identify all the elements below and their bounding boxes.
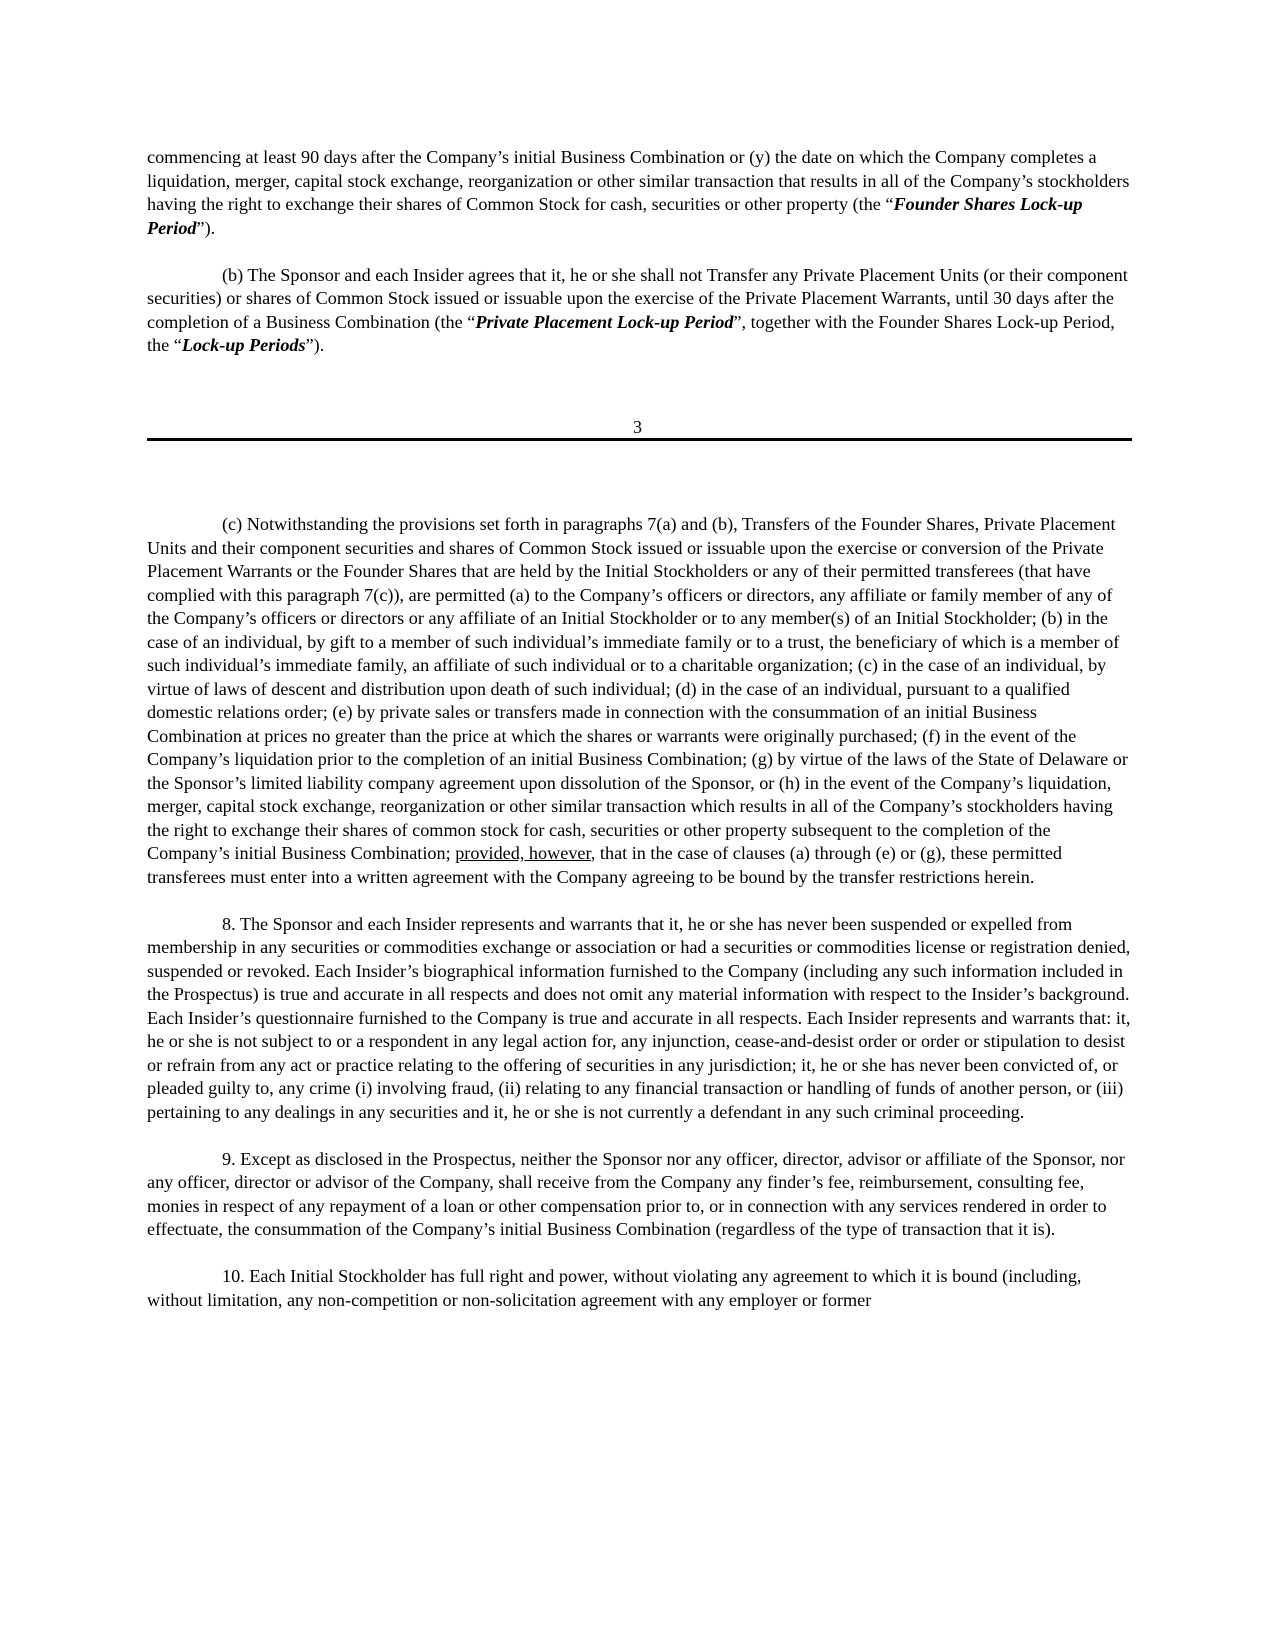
paragraph-7a-continuation xyxy=(147,146,1132,240)
paragraph-end: ”). xyxy=(196,217,216,238)
paragraph-9: 9. Except as disclosed in the Prospectus, neither the Sponsor nor any officer, director, advisor or affiliate of the Sponsor, nor any officer, director or advisor of the Company, shall receive from the Company any finder’s fee, reimbursement, consulting fee, monies in respect of any repayment of a loan or other compensation prior to, or in connection with any services rendered in order to effectuate, the consummation of the Company’s initial Business Combination (regardless of the type of transaction that it is). xyxy=(147,1148,1125,1239)
paragraph-8: 8. The Sponsor and each Insider represents and warrants that it, he or she has never been suspended or expelled from membership in any securities or commodities exchange or association or had a securities or commodities license or registration denied, suspended or revoked. Each Insider’s biographical information furnished to the Company (including any such information included in the Prospectus) is true and accurate in all respects and does not omit any material information with respect to the Insider’s background. Each Insider’s questionnaire furnished to the Company is true and accurate in all respects. Each Insider represents and warrants that: it, he or she is not subject to or a respondent in any legal action for, any injunction, cease-and-desist order or order or stipulation to desist or refrain from any act or practice relating to the offering of securities in any jurisdiction; it, he or she has never been convicted of, or pleaded guilty to, any crime (i) involving fraud, (ii) relating to any financial transaction or handling of funds of another person, or (iii) pertaining to any dealings in any securities and it, he or she is not currently a defendant in any such criminal proceeding. xyxy=(147,913,1131,1122)
paragraph-end: ”). xyxy=(305,335,325,355)
paragraph-text: commencing at least 90 days after the Company’s initial Business Combination or (y) the date on which the Company completes a liquidation, merger, capital stock exchange, reorganization or other similar transaction that results in all of the Company’s stockholders having the right to exchange their shares of Common Stock for cash, securities or other property (the “ xyxy=(147,147,1130,214)
paragraph-7b xyxy=(147,264,1132,358)
defined-term-founder-shares-lock-up-period: Founder Shares Lock-up Period xyxy=(147,194,1083,238)
paragraph-text: (c) Notwithstanding the provisions set forth in paragraphs 7(a) and (b), Transfers of the Founder Shares, Private Placement Units and their component securities and shares of Common Stock issued or issuable upon the exercise or conversion of the Private Placement Warrants or the Founder Shares that are held by the Initial Stockholders or any of their permitted transferees (that have complied with this paragraph 7(c)), are permitted (a) to the Company’s officers or directors, any affiliate or family member of any of the Company’s officers or directors or any affiliate of an Initial Stockholder or to any member(s) of an Initial Stockholder; (b) in the case of an individual, by gift to a member of such individual’s immediate family or to a trust, the beneficiary of which is a member of such individual’s immediate family, an affiliate of such individual or to a charitable organization; (c) in the case of an individual, by virtue of laws of descent and distribution upon death of such individual; (d) in the case of an individual, pursuant to a qualified domestic relations order; (e) by private sales or transfers made in connection with the consummation of an initial Business Combination at prices no greater than the price at which the shares or warrants were originally purchased; (f) in the event of the Company’s liquidation prior to the completion of an initial Business Combination; (g) by virtue of the laws of the State of Delaware or the Sponsor’s limited liability company agreement upon dissolution of the Sponsor, or (h) in the event of the Company’s liquidation, merger, capital stock exchange, reorganization or other similar transaction which results in all of the Company’s stockholders having the right to exchange their shares of common stock for cash, securities or other property subsequent to the completion of the Company’s initial Business Combination; xyxy=(147,514,1128,863)
paragraph-text: , that in the case of clauses (a) through (e) or (g), these permitted transferees must enter into a written agreement with the Company agreeing to be bound by the transfer restrictions herein. xyxy=(147,843,1063,887)
page-break-rule xyxy=(147,438,1132,441)
paragraph-7c xyxy=(147,513,1132,889)
page-number: 3 xyxy=(633,417,642,437)
paragraph-text: ”, together with the Founder Shares Lock-up Period, the “ xyxy=(147,311,1115,355)
underlined-proviso: provided, however xyxy=(455,843,591,863)
defined-term-lock-up-periods: Lock-up Periods xyxy=(181,335,306,355)
page-4-upper-section xyxy=(147,513,1132,1312)
paragraph-10: 10. Each Initial Stockholder has full right and power, without violating any agreement to which it is bound (including, without limitation, any non-competition or non-solicitation agreement with any employer or former xyxy=(147,1266,1082,1310)
defined-term-private-placement-lock-up-period: Private Placement Lock-up Period xyxy=(475,311,734,332)
paragraph-text: (b) The Sponsor and each Insider agrees that it, he or she shall not Transfer any Private Placement Units (or their component securities) or shares of Common Stock issued or issuable upon the exercise of the Private Placement Warrants, until 30 days after the completion of a Business Combination (the “ xyxy=(147,264,1128,332)
page-3-lower-section xyxy=(147,146,1132,358)
